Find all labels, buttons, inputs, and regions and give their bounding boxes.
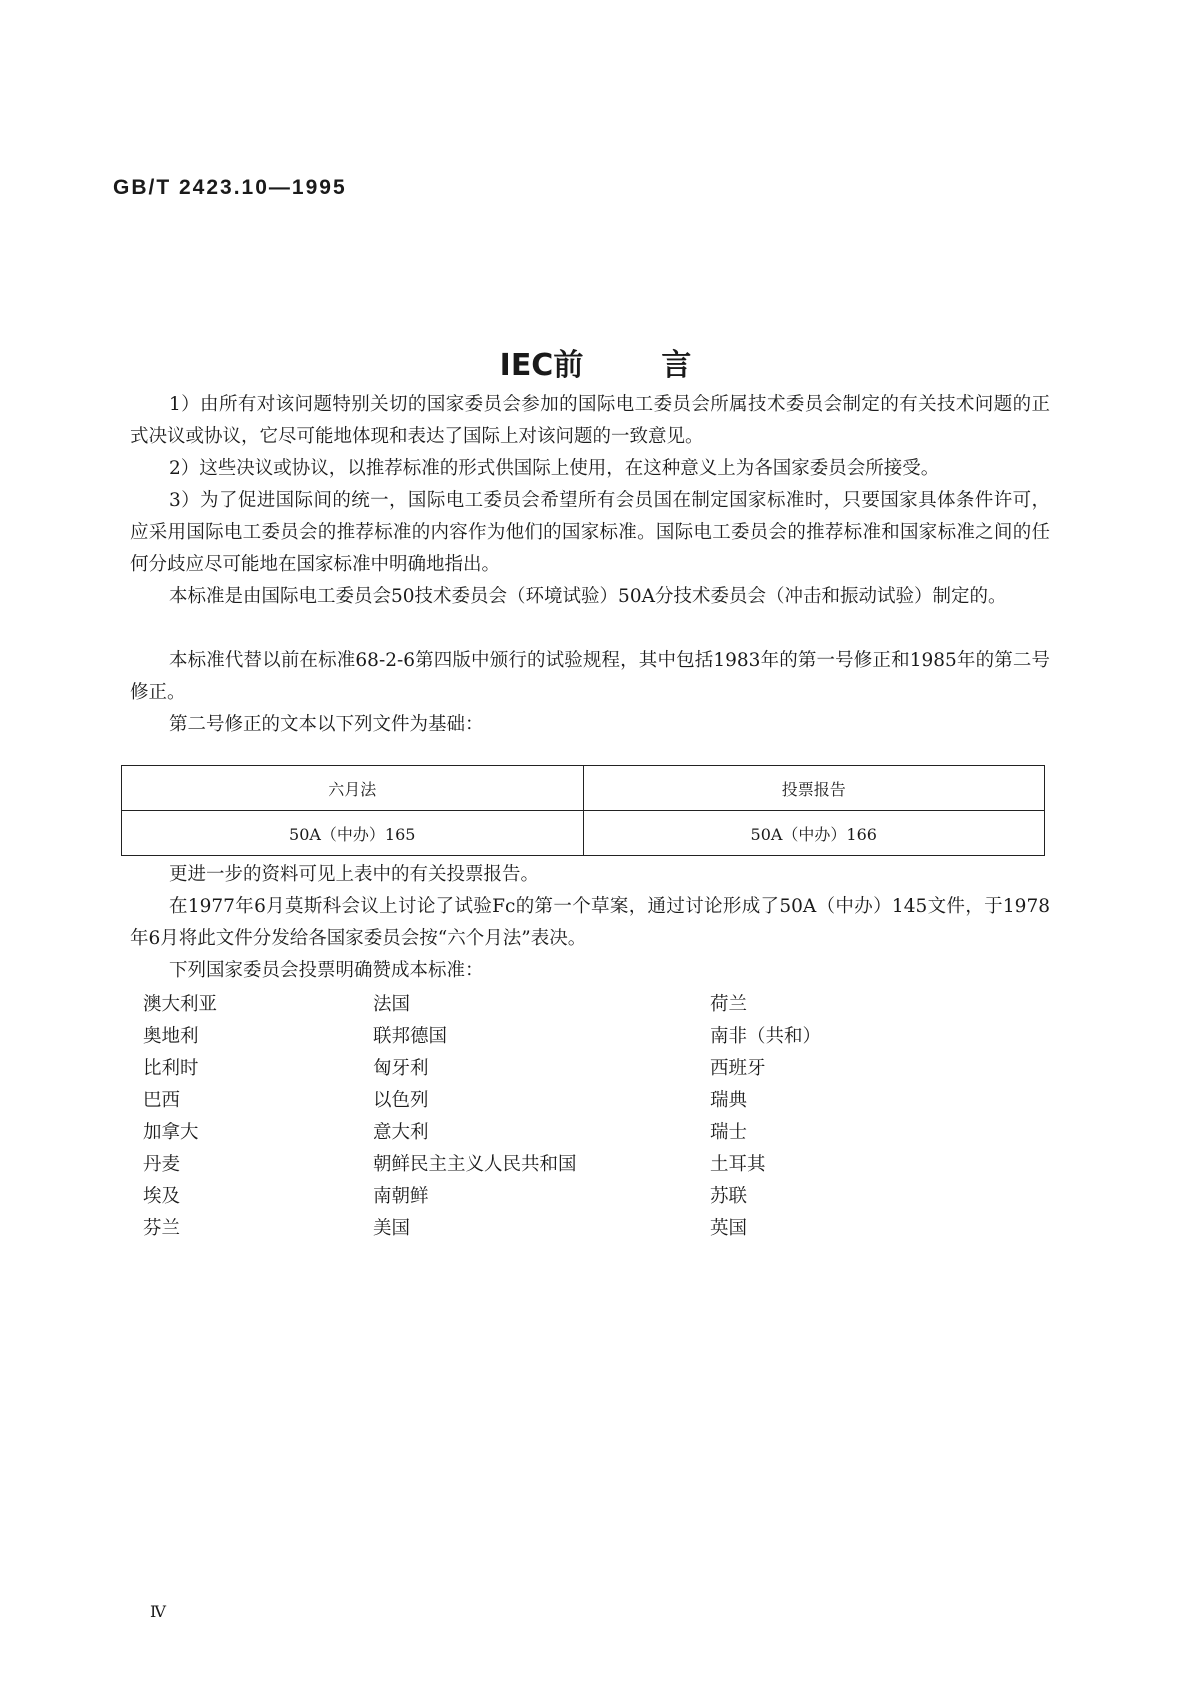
title-part-2: 言 [661, 348, 692, 383]
country-item: 荷兰 [710, 994, 748, 1015]
country-item: 比利时 [143, 1058, 199, 1079]
country-item: 瑞士 [710, 1122, 748, 1143]
country-item: 澳大利亚 [143, 994, 218, 1015]
country-item: 巴西 [143, 1090, 181, 1111]
country-item: 法国 [373, 994, 411, 1015]
basis-table [121, 765, 1045, 856]
country-item: 以色列 [373, 1090, 429, 1111]
country-item: 南非（共和） [710, 1026, 822, 1047]
country-item: 加拿大 [143, 1122, 199, 1143]
country-item: 瑞典 [710, 1090, 748, 1111]
country-item: 西班牙 [710, 1058, 766, 1079]
country-item: 芬兰 [143, 1218, 181, 1239]
country-item: 南朝鲜 [373, 1186, 429, 1207]
table-cell: 50A（中办）166 [583, 811, 1045, 856]
country-item: 匈牙利 [373, 1058, 429, 1079]
country-item: 英国 [710, 1218, 748, 1239]
page-number: Ⅳ [150, 1602, 166, 1621]
paragraph-3: 3）为了促进国际间的统一，国际电工委员会希望所有会员国在制定国家标准时，只要国家具体条件许可，应采用国际电工委员会的推荐标准的内容作为他们的国家标准。国际电工委员会的推荐标准和国家标准之间的任何分歧应尽可能地在国家标准中明确地指出。 [130, 490, 1050, 575]
paragraph-1: 1）由所有对该问题特别关切的国家委员会参加的国际电工委员会所属技术委员会制定的有关技术问题的正式决议或协议，它尽可能地体现和表达了国际上对该问题的一致意见。 [130, 394, 1050, 447]
country-item: 奥地利 [143, 1026, 199, 1047]
country-item: 联邦德国 [373, 1026, 448, 1047]
table-cell: 50A（中办）165 [122, 811, 584, 856]
country-item: 美国 [373, 1218, 411, 1239]
title-part-1: IEC前 [499, 348, 584, 383]
standard-code: GB/T 2423.10—1995 [113, 176, 347, 199]
page-title [0, 340, 1191, 384]
paragraph-4: 本标准是由国际电工委员会50技术委员会（环境试验）50A分技术委员会（冲击和振动试验）制定的。 [169, 586, 1007, 607]
country-item: 丹麦 [143, 1154, 181, 1175]
table-header-cell: 六月法 [122, 766, 584, 811]
paragraph-2: 2）这些决议或协议，以推荐标准的形式供国际上使用，在这种意义上为各国家委员会所接受。 [169, 458, 940, 479]
country-item: 意大利 [373, 1122, 429, 1143]
paragraph-8: 在1977年6月莫斯科会议上讨论了试验Fc的第一个草案，通过讨论形成了50A（中办）145文件，于1978年6月将此文件分发给各国家委员会按“六个月法”表决。 [130, 896, 1050, 949]
paragraph-6: 第二号修正的文本以下列文件为基础： [169, 714, 484, 735]
country-item: 朝鲜民主主义人民共和国 [373, 1154, 577, 1175]
paragraph-7: 更进一步的资料可见上表中的有关投票报告。 [169, 864, 540, 885]
table-row [122, 811, 1045, 856]
paragraph-9: 下列国家委员会投票明确赞成本标准： [169, 960, 484, 981]
table-header-row [122, 766, 1045, 811]
paragraph-5: 本标准代替以前在标准68-2-6第四版中颁行的试验规程，其中包括1983年的第一号修正和1985年的第二号修正。 [130, 650, 1050, 703]
country-item: 土耳其 [710, 1154, 766, 1175]
table-header-cell: 投票报告 [583, 766, 1045, 811]
country-item: 埃及 [143, 1186, 181, 1207]
country-item: 苏联 [710, 1186, 748, 1207]
